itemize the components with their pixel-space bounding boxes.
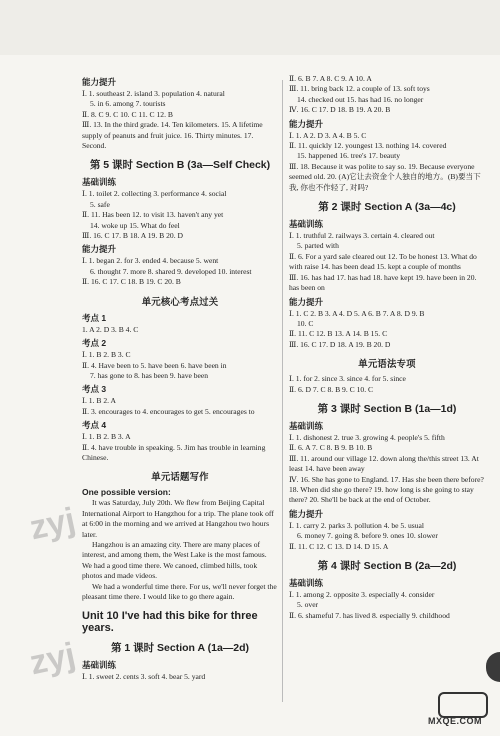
answer-line: 5. safe [90,199,110,209]
page-edge-tab [486,652,500,682]
watermark: zyj [26,635,79,683]
site-logo [426,690,496,732]
lesson-title: 第 2 课时 Section A (3a—4c) [318,201,456,214]
lesson-title: 第 5 课时 Section B (3a—Self Check) [89,159,271,172]
watermark: zyj [26,500,79,548]
version-label: One possible version: [82,487,171,498]
point-heading: 考点 4 [82,420,107,431]
answer-line: Ⅰ. 1. began 2. for 3. ended 4. because 5. went [82,256,219,266]
answer-line: Ⅰ. 1. for 2. since 3. since 4. for 5. since [289,374,406,384]
answer-line: Ⅱ. 4. have trouble in speaking. 5. Jim has trouble in learning Chinese. [82,442,266,462]
answer-line: Ⅲ. 13. In the third grade. 14. Ten kilometers. 15. A lifetime supply of peanuts and fruit juice. 16. Thirty minutes. 17. Second. [82,120,263,151]
answer-line: Ⅰ. 1. carry 2. parks 3. pollution 4. be 5. usual [289,520,425,530]
point-heading: 考点 2 [82,338,107,349]
answer-line: Ⅲ. 16. C 17. D 18. A 19. B 20. D [289,339,391,349]
answer-line: Ⅳ. 16. She has gone to England. 17. Has she been there before? 18. When did she go there? 19. how long is she going to stay there? 20. She'll be back at the end of October. [289,474,484,505]
answer-line: Ⅱ. 11. C 12. B 13. A 14. B 15. C [289,329,388,339]
answer-line: Ⅰ. 1. truthful 2. railways 3. certain 4. cleared out [289,231,435,241]
logo-icon [438,692,488,718]
answer-line: 5. in 6. among 7. tourists [90,99,166,109]
answer-line: Ⅱ. 8. C 9. C 10. C 11. C 12. B [82,109,173,119]
column-divider [282,80,283,702]
section-heading: 能力提升 [82,244,117,255]
answer-line: Ⅱ. 11. C 12. C 13. D 14. D 15. A [289,541,389,551]
answer-line: 7. has gone to 8. has been 9. have been [90,370,209,380]
answer-line: Ⅱ. 6. shameful 7. has lived 8. especially 9. childhood [289,610,450,620]
answer-line: 6. money 7. going 8. before 9. ones 10. slower [297,531,438,541]
essay-paragraph: We had a wonderful time there. For us, we'll never forget the pleasant time there. I would like to go there again. [82,581,277,601]
answer-line: 14. checked out 15. has had 16. no longer [297,94,424,104]
section-heading: 基础训练 [82,177,117,188]
answer-line: Ⅰ. 1. C 2. B 3. A 4. D 5. A 6. B 7. A 8. D 9. B [289,308,425,318]
lesson-title: 第 1 课时 Section A (1a—2d) [110,642,250,655]
answer-line: Ⅰ. 1. toilet 2. collecting 3. performance 4. social [82,189,227,199]
section-heading: 基础训练 [289,420,324,431]
essay-paragraph: It was Saturday, July 20th. We flew from Beijing Capital International Airport to Hangzhou for a trip. The plane took off at 6:00 in the morning and we arrived at Hangzhou two hours later. [82,498,274,539]
answer-line: Ⅲ. 11. around our village 12. down along the/this street 13. At least 14. have been away [289,453,479,474]
answer-line: Ⅰ. 1. among 2. opposite 3. especially 4. consider [289,590,435,599]
answer-line: Ⅱ. 11. Has been 12. to visit 13. haven't any yet [82,210,224,220]
lesson-title: 第 4 课时 Section B (2a—2d) [317,560,457,572]
answer-line: Ⅰ. 1. B 2. A [82,396,117,406]
top-margin [0,0,500,55]
lesson-title: 第 3 课时 Section B (1a—1d) [317,402,457,415]
answer-line: Ⅱ. 6. D 7. C 8. B 9. C 10. C [289,384,374,394]
answer-line: Ⅲ. 11. bring back 12. a couple of 13. soft toys [289,84,430,94]
left-column [82,74,278,683]
answer-line: Ⅱ. 6. For a yard sale cleared out 12. To be honest 13. What do with raise 14. has been dead 15. kept a couple of months [289,251,477,272]
section-heading: 能力提升 [289,508,324,519]
answer-line: Ⅰ. 1. B 2. B 3. C [82,350,131,360]
right-column [289,74,485,621]
section-heading: 基础训练 [82,660,117,671]
section-heading: 能力提升 [82,77,117,87]
section-heading: 能力提升 [289,296,324,307]
section-heading: 能力提升 [289,118,324,129]
answer-line: Ⅰ. 1. dishonest 2. true 3. growing 4. people's 5. fifth [289,432,445,442]
answer-line: Ⅱ. 11. quickly 12. youngest 13. nothing 14. covered [289,141,447,151]
answer-line: Ⅱ. 4. Have been to 5. have been 6. have been in [82,360,227,370]
answer-line: Ⅱ. 6. A 7. C 8. B 9. B 10. B [289,443,373,453]
writing-title: 单元话题写作 [151,471,209,483]
unit-review-title: 单元核心考点过关 [141,295,219,307]
answer-line: Ⅰ. 1. A 2. D 3. A 4. B 5. C [289,130,367,140]
answer-line: 5. over [297,600,319,610]
point-heading: 考点 1 [82,312,107,323]
answer-line: Ⅰ. 1. B 2. B 3. A [82,432,131,442]
answer-line: Ⅱ. 3. encourages to 4. encourages to get 5. encourages to [82,406,255,416]
answer-line: 1. A 2. D 3. B 4. C [82,324,139,334]
answer-line: 15. happened 16. tree's 17. beauty [297,151,401,161]
answer-line: Ⅰ. 1. sweet 2. cents 3. soft 4. bear 5. yard [82,672,206,682]
section-heading: 基础训练 [289,219,324,230]
grammar-title: 单元语法专项 [358,358,416,370]
answer-line: 10. C [297,318,314,328]
answer-line: Ⅲ. 18. Because it was polite to say so. 19. Because everyone seemed old. 20. (A)它让去资金个人独自的地方。(B)要当下我, 你也不作轻了, 对吗? [289,161,481,192]
section-heading: 基础训练 [289,578,324,588]
answer-line: Ⅲ. 16. has had 17. has had 18. have kept 19. have been in 20. has been on [289,272,477,293]
sample-essay [82,498,278,602]
point-heading: 考点 3 [82,384,107,395]
answer-line: Ⅳ. 16. C 17. D 18. B 19. A 20. B [289,105,391,115]
answer-line: Ⅱ. 16. C 17. C 18. B 19. C 20. B [82,277,181,287]
unit-title: Unit 10 I've had this bike for three years. [82,610,258,635]
logo-text: MXQE.COM [428,716,483,726]
answer-line: Ⅰ. 1. southeast 2. island 3. population 4. natural [82,89,225,98]
answer-line: Ⅱ. 6. B 7. A 8. C 9. A 10. A [289,74,372,83]
answer-line: 5. parted with [297,241,339,251]
answer-line: Ⅲ. 16. C 17. B 18. A 19. B 20. D [82,231,183,241]
essay-paragraph: Hangzhou is an amazing city. There are many places of interest, and among them, the West Lake is the most famous. We had a good time there. We canoed, climbed hills, took photos and made videos. [82,539,267,581]
answer-line: 14. woke up 15. What do feel [90,220,180,230]
answer-line: 6. thought 7. more 8. shared 9. developed 10. interest [90,266,252,276]
